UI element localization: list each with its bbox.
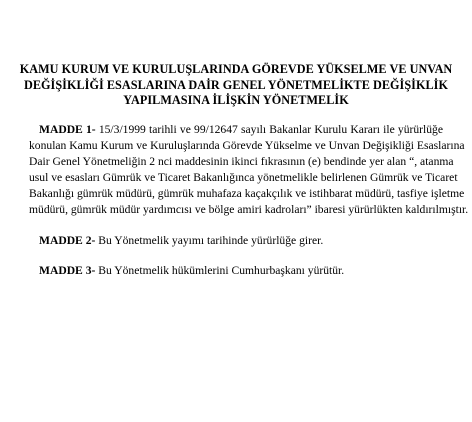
document-body bbox=[29, 122, 469, 293]
article-3-line bbox=[29, 263, 443, 279]
article-1-line bbox=[29, 122, 443, 138]
article-2-label: MADDE 2- bbox=[39, 233, 96, 247]
article-1 bbox=[29, 122, 469, 219]
article-1-line: müdürü, gümrük müdür yardımcısı ve bölge amiri kadroları” ibaresi yürürlükten kaldırılmıştır. bbox=[29, 203, 469, 217]
article-1-line: Bakanlığı gümrük müdürü, gümrük muhafaza kaçakçılık ve istihbarat müdürü, tasfiye işletme bbox=[29, 187, 465, 201]
article-2-line bbox=[29, 233, 443, 249]
article-3 bbox=[29, 263, 443, 279]
article-1-text: 15/3/1999 tarihli ve 99/12647 sayılı Bakanlar Kurulu Kararı ile yürürlüğe bbox=[98, 123, 443, 136]
title-line: DEĞİŞİKLİĞİ ESASLARINA DAİR GENEL YÖNETMELİKTE DEĞİŞİKLİK bbox=[23, 77, 448, 92]
article-1-line: Dair Genel Yönetmeliğin 2 nci maddesinin ikinci fıkrasının (e) bendinde yer alan “, atanma bbox=[29, 155, 454, 169]
article-2 bbox=[29, 233, 443, 249]
article-1-line: usul ve esasları Gümrük ve Ticaret Bakanlığınca yönetmelikle belirlenen Gümrük ve Ticaret bbox=[29, 171, 458, 185]
article-3-label: MADDE 3- bbox=[39, 263, 96, 277]
article-2-text: Bu Yönetmelik yayımı tarihinde yürürlüğe girer. bbox=[98, 233, 324, 247]
title-line: YAPILMASINA İLİŞKİN YÖNETMELİK bbox=[123, 93, 349, 107]
article-1-line: konulan Kamu Kurum ve Kuruluşlarında Görevde Yükselme ve Unvan Değişikliği Esaslarına bbox=[29, 139, 465, 153]
document-title bbox=[10, 62, 462, 109]
article-3-text: Bu Yönetmelik hükümlerini Cumhurbaşkanı yürütür. bbox=[98, 263, 345, 277]
article-1-label: MADDE 1- bbox=[39, 123, 96, 136]
title-line: KAMU KURUM VE KURULUŞLARINDA GÖREVDE YÜKSELME VE UNVAN bbox=[19, 62, 453, 76]
